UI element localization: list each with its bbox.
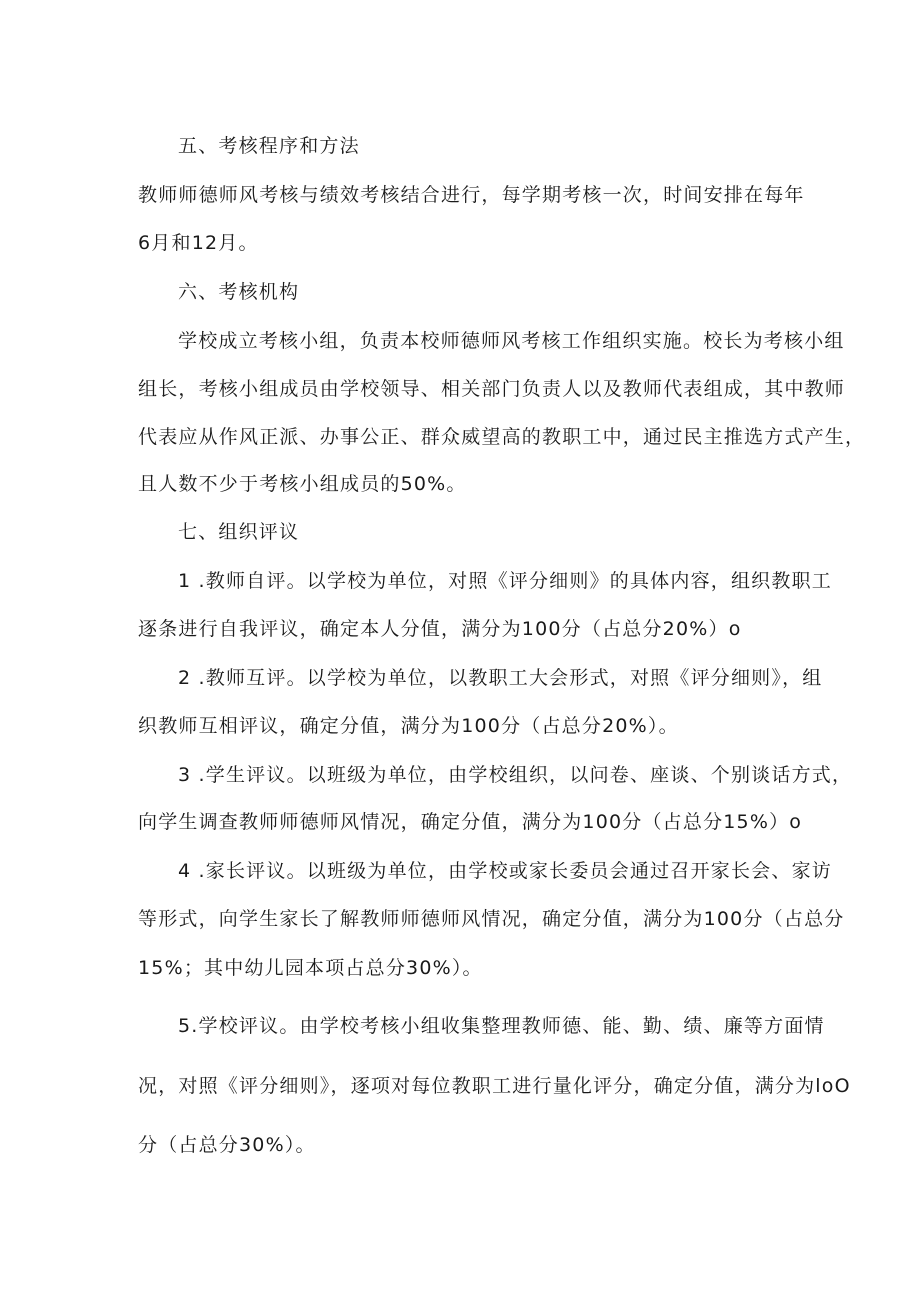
section-heading-5: 五、考核程序和方法: [178, 135, 360, 157]
paragraph-line: 学校成立考核小组，负责本校师德师风考核工作组织实施。校长为考核小组: [178, 330, 845, 352]
paragraph-line: 代表应从作风正派、办事公正、群众威望高的教职工中，通过民主推选方式产生，: [138, 426, 866, 448]
list-item-line: 况，对照《评分细则》，逐项对每位教职工进行量化评分，确定分值，满分为loO: [138, 1075, 851, 1097]
list-item-line: 3 .学生评议。以班级为单位，由学校组织，以问卷、座谈、个别谈话方式，: [178, 764, 853, 786]
list-item-line: 4 .家长评议。以班级为单位，由学校或家长委员会通过召开家长会、家访: [178, 860, 832, 882]
paragraph-line: 教师师德师风考核与绩效考核结合进行，每学期考核一次，时间安排在每年: [138, 184, 805, 206]
list-item-line: 逐条进行自我评议，确定本人分值，满分为100分（占总分20%）o: [138, 618, 742, 640]
list-item-line: 5.学校评议。由学校考核小组收集整理教师德、能、勤、绩、廉等方面情: [178, 1015, 825, 1037]
list-item-line: 1 .教师自评。以学校为单位，对照《评分细则》的具体内容，组织教职工: [178, 570, 832, 592]
list-item-line: 分（占总分30%）。: [138, 1134, 316, 1156]
list-item-line: 织教师互相评议，确定分值，满分为100分（占总分20%）。: [138, 715, 679, 737]
list-item-line: 15%；其中幼儿园本项占总分30%）。: [138, 957, 483, 979]
list-item-line: 向学生调查教师师德师风情况，确定分值，满分为100分（占总分15%）o: [138, 811, 803, 833]
paragraph-line: 6月和12月。: [138, 232, 259, 254]
list-item-line: 等形式，向学生家长了解教师师德师风情况，确定分值，满分为100分（占总分: [138, 908, 845, 930]
paragraph-line: 组长，考核小组成员由学校领导、相关部门负责人以及教师代表组成，其中教师: [138, 378, 846, 400]
paragraph-line: 且人数不少于考核小组成员的50%。: [138, 473, 467, 495]
section-heading-6: 六、考核机构: [178, 281, 300, 303]
list-item-line: 2 .教师互评。以学校为单位，以教职工大会形式，对照《评分细则》，组: [178, 667, 823, 689]
section-heading-7: 七、组织评议: [178, 521, 300, 543]
